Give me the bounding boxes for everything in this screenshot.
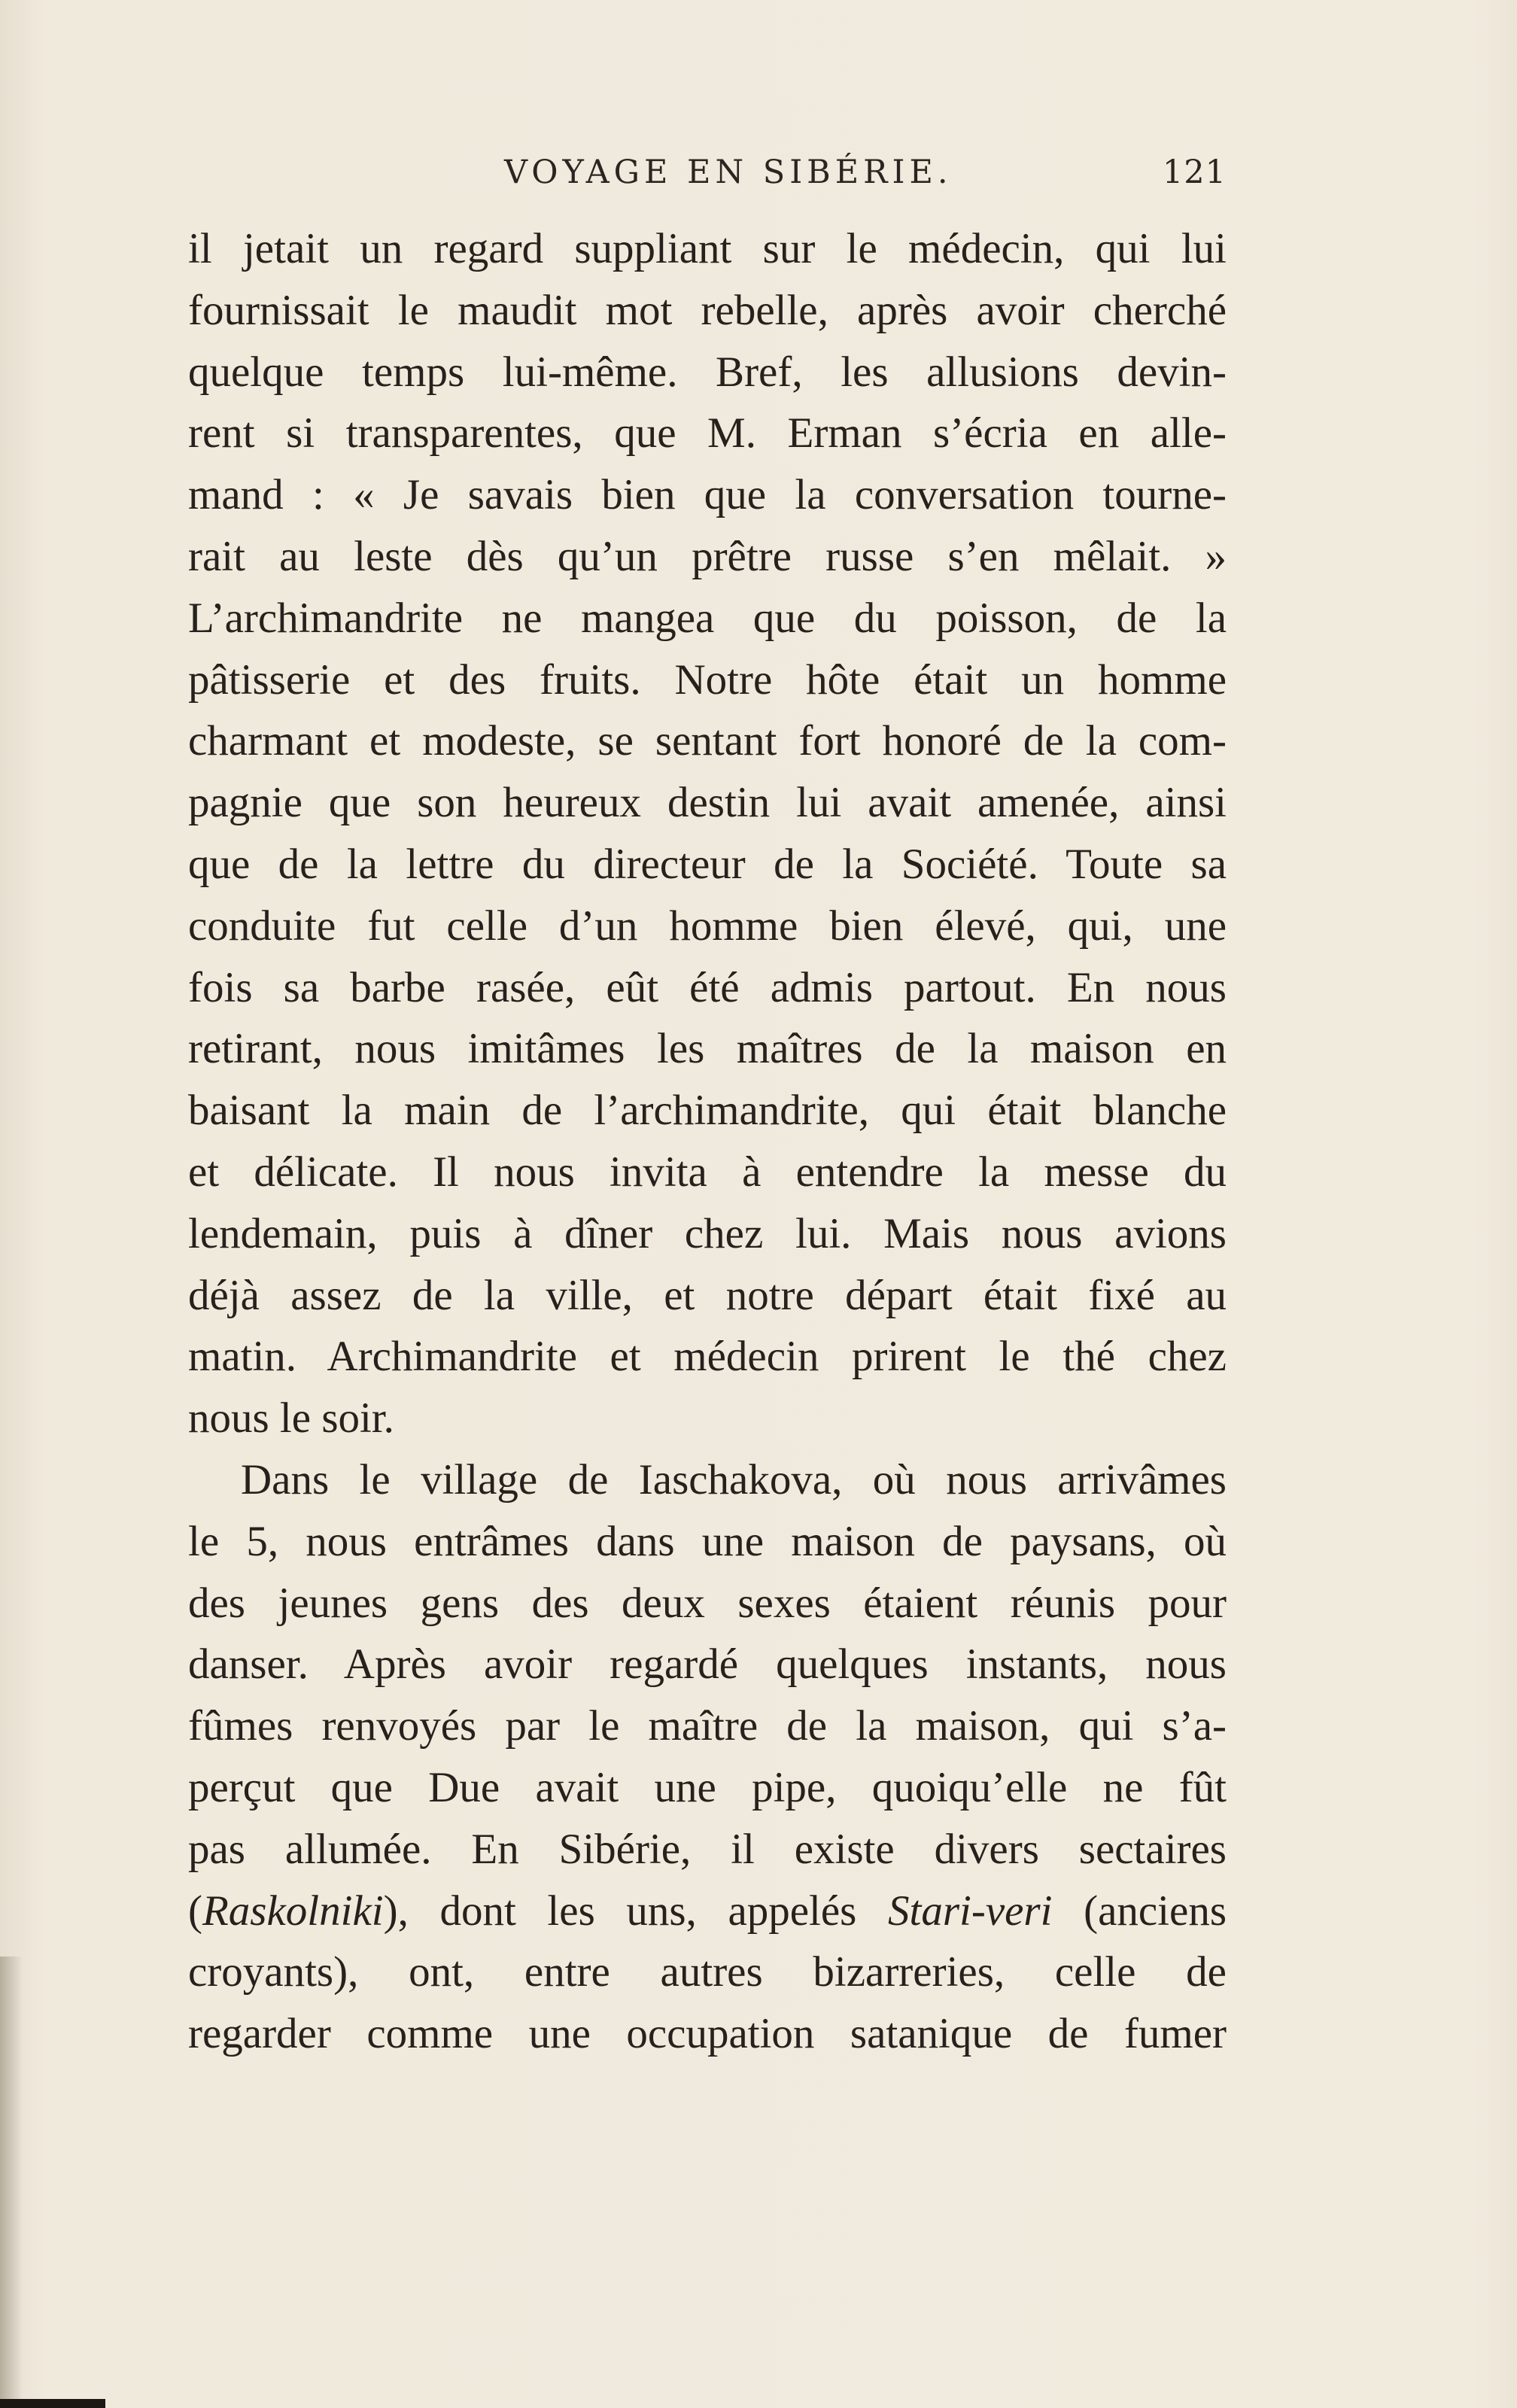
page-number: 121 xyxy=(1162,154,1227,191)
text-line: lendemain, puis à dîner chez lui. Mais nous avions xyxy=(188,1209,1227,1257)
text-line: pâtisserie et des fruits. Notre hôte était un homme xyxy=(188,655,1227,704)
page-header xyxy=(188,147,1227,208)
text-line: déjà assez de la ville, et notre départ était fixé au xyxy=(188,1271,1227,1319)
text-line: rait au leste dès qu’un prêtre russe s’en mêlait. » xyxy=(188,532,1227,580)
text-line: pas allumée. En Sibérie, il existe divers sectaires xyxy=(188,1825,1227,1873)
text-line-with-italics xyxy=(188,1880,1227,1942)
text-line: matin. Archimandrite et médecin prirent le thé chez xyxy=(188,1333,1227,1381)
text-line: mand : « Je savais bien que la conversation tourne- xyxy=(188,471,1227,519)
text-line: nous le soir. xyxy=(188,1394,394,1443)
text-line: retirant, nous imitâmes les maîtres de la maison en xyxy=(188,1025,1227,1073)
text-line: croyants), ont, entre autres bizarreries, celle de xyxy=(188,1948,1227,1996)
running-title: VOYAGE EN SIBÉRIE. xyxy=(504,154,953,191)
text-line: charmant et modeste, se sentant fort honoré de la com- xyxy=(188,717,1227,765)
text-line: que de la lettre du directeur de la Société. Toute sa xyxy=(188,840,1227,888)
text-line: danser. Après avoir regardé quelques instants, nous xyxy=(188,1640,1227,1689)
page-edge-shadow xyxy=(0,1956,23,2408)
text-line: rent si transparentes, que M. Erman s’écria en alle- xyxy=(188,409,1227,458)
italic-term-raskolniki: Raskolniki xyxy=(202,1887,384,1935)
text-line: il jetait un regard suppliant sur le médecin, qui lui xyxy=(188,225,1227,272)
text-line: perçut que Due avait une pipe, quoiqu’elle ne fût xyxy=(188,1763,1227,1811)
text-line: et délicate. Il nous invita à entendre la messe du xyxy=(188,1148,1227,1196)
scan-corner-mark xyxy=(0,2399,105,2408)
text-line: le 5, nous entrâmes dans une maison de paysans, où xyxy=(188,1517,1227,1565)
text-line: quelque temps lui-même. Bref, les allusions devin- xyxy=(188,348,1227,396)
text-line: conduite fut celle d’un homme bien élevé, qui, une xyxy=(188,901,1227,950)
text-line: baisant la main de l’archimandrite, qui était blanche xyxy=(188,1087,1227,1135)
text-line: pagnie que son heureux destin lui avait amenée, ainsi xyxy=(188,779,1227,827)
text-line: fûmes renvoyés par le maître de la maison, qui s’a- xyxy=(188,1702,1227,1750)
text-line: fois sa barbe rasée, eût été admis partout. En nous xyxy=(188,963,1227,1011)
text-line: regarder comme une occupation satanique de fumer xyxy=(188,2010,1227,2058)
text-line: Dans le village de Iaschakova, où nous arrivâmes xyxy=(241,1455,1227,1503)
text-line: L’archimandrite ne mangea que du poisson, de la xyxy=(188,594,1227,642)
italic-term-stari-veri: Stari-veri xyxy=(888,1887,1053,1935)
text-segment: ( xyxy=(188,1887,202,1935)
text-segment: ), dont les uns, appelés xyxy=(383,1887,888,1935)
body-text xyxy=(188,218,1227,2065)
text-line: fournissait le maudit mot rebelle, après avoir cherché xyxy=(188,286,1227,334)
text-line: des jeunes gens des deux sexes étaient réunis pour xyxy=(188,1579,1227,1627)
text-segment: (anciens xyxy=(1052,1887,1227,1935)
